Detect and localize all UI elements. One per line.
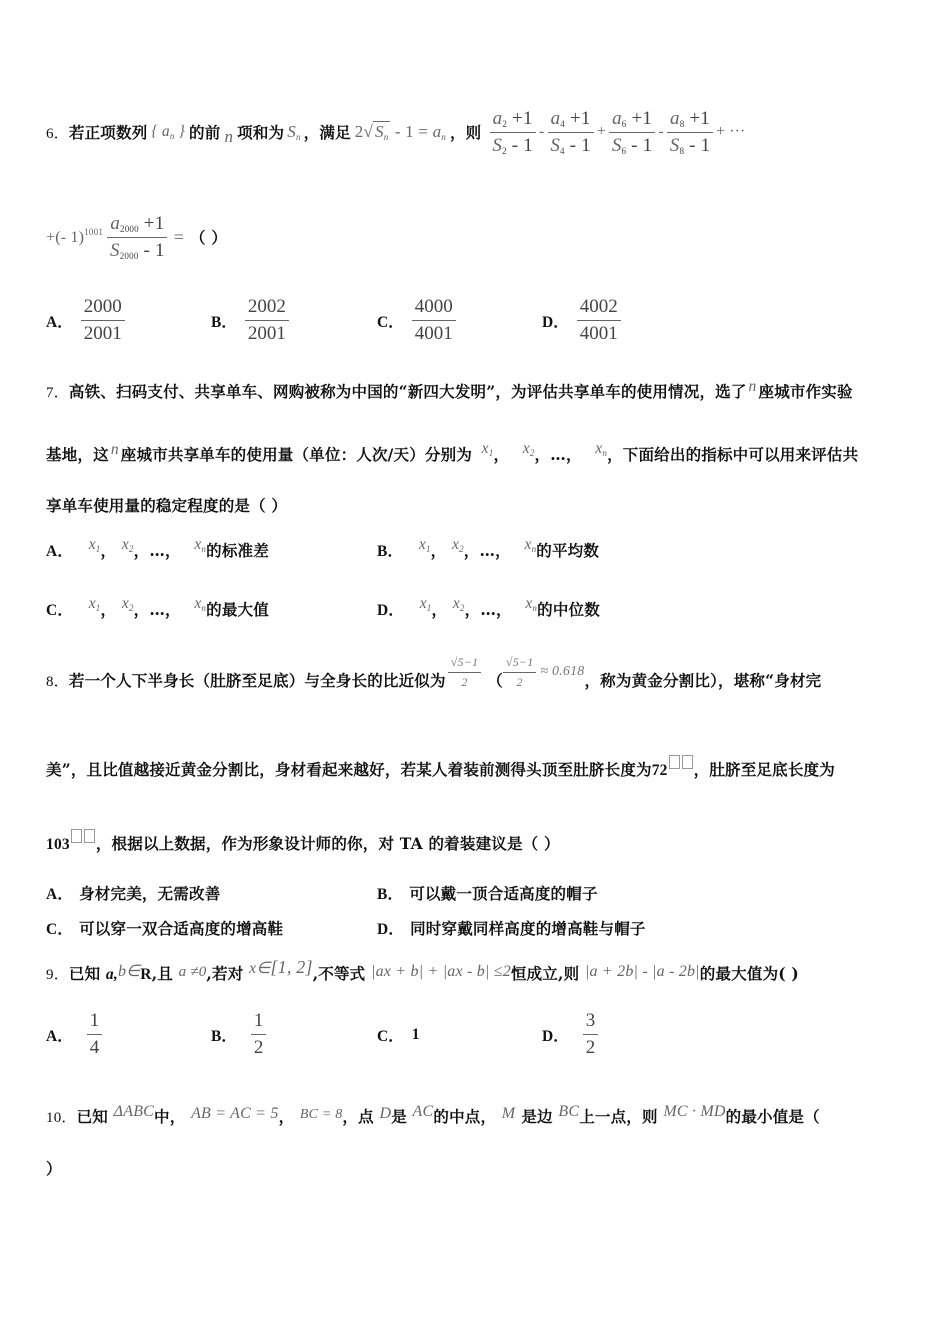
- var-a: a,: [105, 966, 118, 983]
- x1: [420, 595, 432, 612]
- denominator: 2: [516, 674, 523, 689]
- option-text: 可以穿一双合适高度的增高鞋: [79, 919, 284, 938]
- var: x: [452, 595, 460, 612]
- q9-line1: [46, 957, 799, 984]
- option-label: A．: [46, 543, 74, 560]
- sep: ，: [430, 541, 447, 560]
- q10-text: 是边: [521, 1107, 553, 1126]
- numerator: 2000: [81, 296, 125, 321]
- q8-line3: [46, 832, 560, 854]
- paren: （: [487, 671, 503, 690]
- option-label: D．: [377, 921, 405, 938]
- q6-option-b[interactable]: [211, 296, 289, 345]
- q8-text: 若一个人下半身长（肚脐至足底）与全身长的比近似为: [68, 671, 446, 690]
- last-term: $\frac{a_{2000} +1}{S_{2000} - 1}$: [107, 213, 168, 262]
- q6-option-a[interactable]: [46, 296, 125, 345]
- subscript: n: [441, 132, 446, 142]
- x2: [122, 595, 134, 612]
- option-fraction: [81, 296, 125, 345]
- option-label: D．: [377, 602, 405, 619]
- answer-paren: （ ）: [190, 228, 228, 247]
- q6-text: ，则: [449, 123, 482, 142]
- var: x: [418, 536, 426, 553]
- q7-line1: [46, 380, 853, 402]
- denominator: 2001: [247, 323, 286, 344]
- q9-text: 恒成立,则: [510, 964, 580, 983]
- denominator: 2: [461, 674, 468, 689]
- denominator: 2: [585, 1037, 596, 1058]
- var: x: [595, 440, 603, 457]
- var: x: [522, 440, 530, 457]
- q10-text: 的最小值是（: [725, 1107, 820, 1126]
- question-number: 9．: [46, 967, 69, 983]
- q8-text: 美”，且比值越接近黄金分割比，身材看起来越好，若某人着装前测得头顶至肚脐长度为: [46, 760, 652, 779]
- b-in: b∈: [117, 963, 141, 980]
- missing-glyph-icon: [84, 829, 95, 843]
- dot-product: MC · MD: [663, 1103, 726, 1120]
- q6-line2: [46, 212, 227, 262]
- ellipsis: …，: [479, 541, 511, 560]
- series-terms: [489, 108, 745, 157]
- option-label: C．: [46, 921, 74, 938]
- option-label: B．: [377, 886, 404, 903]
- subscript: n: [201, 544, 207, 554]
- option-fraction: [583, 1010, 599, 1059]
- set-R: R: [140, 966, 152, 983]
- subscript: 2: [459, 544, 464, 554]
- q8-text: ，肚脐至足底长度为: [693, 760, 835, 779]
- missing-glyph-icon: [669, 755, 680, 769]
- q9-option-c[interactable]: [377, 1010, 419, 1060]
- term-num: +1: [138, 212, 165, 234]
- q6-text: ，满足: [303, 123, 351, 142]
- q10-text: 是: [391, 1107, 407, 1126]
- term-den: - 1: [506, 134, 533, 156]
- q7-text: 基地，这: [46, 445, 109, 464]
- x1: [419, 536, 431, 553]
- q8-option-b[interactable]: [377, 882, 598, 904]
- term-den: - 1: [626, 134, 653, 156]
- term-den: - 1: [138, 239, 165, 261]
- x2: [453, 595, 465, 612]
- var: a: [432, 122, 442, 141]
- xn: [194, 595, 206, 612]
- sign-power: [46, 227, 103, 247]
- xn: [194, 536, 206, 553]
- q7-text: 高铁、扫码支付、共享单车、网购被称为中国的“新四大发明”，为评估共享单车的使用情况，选了: [68, 382, 747, 401]
- option-fraction: [251, 1010, 267, 1059]
- ellipsis: …，: [149, 541, 181, 560]
- sep: ，: [133, 541, 150, 560]
- var: x: [524, 536, 532, 553]
- ab-ac-length: AB = AC = 5: [191, 1105, 279, 1122]
- var: x: [121, 595, 129, 612]
- term-den: - 1: [564, 134, 591, 156]
- subscript: 2: [502, 145, 507, 156]
- value-103: 103: [46, 836, 70, 853]
- question-number: 8．: [46, 673, 69, 690]
- approx-value: ≈ 0.618: [540, 664, 585, 679]
- x-interval: [249, 957, 313, 977]
- subscript: 8: [679, 145, 685, 156]
- option-label: B．: [211, 1027, 237, 1045]
- option-text: 的平均数: [536, 541, 600, 560]
- prefix: +(- 1): [46, 229, 85, 246]
- exponent: 1001: [84, 227, 104, 237]
- q7-text: 座城市作实验: [758, 382, 853, 401]
- subscript: 6: [621, 145, 627, 156]
- option-text: 可以戴一顶合适高度的帽子: [409, 884, 598, 903]
- q8-line2: [46, 758, 835, 780]
- numerator: 1: [87, 1010, 103, 1035]
- var: x: [121, 536, 129, 553]
- sep: ，: [463, 541, 480, 560]
- numerator: √5−1: [448, 655, 481, 673]
- subscript: n: [531, 544, 537, 554]
- term-num: +1: [684, 107, 710, 129]
- q7-option-a[interactable]: [46, 536, 269, 561]
- term-num: +1: [626, 107, 653, 129]
- subscript: n: [383, 132, 389, 142]
- x2: [523, 440, 535, 457]
- q10-line2: [46, 1157, 62, 1179]
- subscript: 6: [621, 118, 627, 129]
- var: S: [375, 122, 384, 141]
- x1: [482, 440, 494, 457]
- q10-text: 已知: [76, 1107, 109, 1126]
- term-num: +1: [507, 107, 533, 129]
- xn: [524, 536, 536, 553]
- q10-text: 上一点，则: [579, 1107, 658, 1126]
- subscript: n: [532, 603, 538, 613]
- sep: ，: [133, 600, 150, 619]
- var: x: [194, 595, 202, 612]
- subscript: 1: [488, 448, 494, 458]
- option-fraction: [577, 296, 621, 345]
- denominator: 4: [89, 1037, 100, 1058]
- subscript: 1: [95, 544, 101, 554]
- q8-option-d[interactable]: [377, 917, 646, 939]
- option-label: B．: [211, 313, 237, 331]
- q9-text: 的最大值为( ): [699, 964, 799, 983]
- subscript: 2: [502, 118, 508, 129]
- denominator: 4001: [414, 323, 453, 344]
- segment-AC: AC: [412, 1103, 434, 1120]
- q7-text: 座城市共享单车的使用量（单位：人次/天）分别为: [120, 445, 473, 464]
- q9-text: ,不等式: [312, 964, 366, 983]
- q7-line2: [46, 440, 859, 465]
- q8-text: ，根据以上数据，作为形象设计师的你，对 TA 的着装建议是（ ）: [95, 834, 560, 853]
- series-term: $\frac{a_8 +1}{S_8 - 1}$: [667, 108, 714, 157]
- option-text: 的标准差: [206, 541, 269, 560]
- option-label: D．: [542, 1027, 569, 1045]
- q7-option-b[interactable]: [377, 536, 600, 561]
- ellipsis: …，: [149, 600, 181, 619]
- condition-formula: [355, 122, 446, 142]
- q6-text: 若正项数列: [68, 123, 148, 142]
- numerator: 1: [251, 1010, 267, 1035]
- xn: [525, 595, 537, 612]
- missing-glyph-icon: [682, 755, 693, 769]
- option-text: 的最大值: [206, 600, 269, 619]
- q9-option-a[interactable]: [46, 1010, 102, 1059]
- series-op: + ···: [716, 123, 746, 140]
- coef: 2: [354, 122, 364, 141]
- subscript: 4: [560, 145, 565, 156]
- subscript: n: [169, 131, 175, 141]
- option-label: A．: [46, 1027, 73, 1045]
- sep: ，: [100, 541, 117, 560]
- subscript: 2000: [120, 223, 139, 234]
- point-D: D: [379, 1105, 392, 1122]
- option-label: C．: [377, 1028, 404, 1045]
- subscript: 2: [128, 603, 134, 613]
- a-nonzero: a ≠0: [178, 964, 207, 980]
- ellipsis: …，: [550, 445, 582, 464]
- subscript: 1: [426, 603, 432, 613]
- x2: [452, 536, 464, 553]
- sep: ，: [278, 1107, 295, 1126]
- q7-option-c[interactable]: [46, 595, 269, 620]
- subscript: 4: [560, 118, 565, 129]
- numerator: √5−1: [503, 655, 536, 673]
- term-den: - 1: [684, 134, 711, 156]
- subscript: n: [602, 448, 608, 458]
- option-label: B．: [377, 543, 404, 560]
- option-text: 身材完美，无需改善: [79, 884, 221, 903]
- var-n: n: [110, 441, 119, 458]
- numerator: 2002: [245, 296, 289, 321]
- option-text: 同时穿戴同样高度的增高鞋与帽子: [410, 919, 646, 938]
- subscript: 2: [128, 544, 134, 554]
- var: S: [287, 122, 296, 141]
- x1: [89, 595, 101, 612]
- q6-option-c[interactable]: [377, 296, 456, 345]
- op: - 1 =: [394, 122, 433, 141]
- var-n: n: [748, 378, 757, 395]
- equals: =: [173, 226, 185, 247]
- question-number: 10．: [46, 1110, 77, 1126]
- q8-line1: [46, 652, 821, 708]
- inequality: |ax + b| + |ax - b| ≤2: [371, 963, 511, 980]
- var: x: [525, 595, 533, 612]
- sequence-notation: { $a_n$ }: [151, 123, 186, 141]
- var: x: [194, 536, 202, 553]
- numerator: 3: [583, 1010, 599, 1035]
- question-number: 6．: [46, 125, 69, 142]
- q9-text: ,且: [151, 964, 173, 983]
- var-n: n: [224, 127, 234, 146]
- series-op: +: [596, 123, 606, 140]
- q6-text: 的前: [189, 123, 221, 142]
- target-expression: |a + 2b| - |a - 2b|: [584, 963, 700, 980]
- option-label: A．: [46, 886, 74, 903]
- var: x: [451, 536, 460, 553]
- x1: [89, 536, 101, 553]
- q7-line3: [46, 494, 287, 516]
- option-label: C．: [377, 313, 404, 331]
- denominator: 4001: [579, 323, 618, 344]
- q10-text: ，点: [342, 1107, 374, 1126]
- option-label: D．: [542, 313, 569, 331]
- q9-text: 已知: [68, 964, 101, 983]
- q9-option-d[interactable]: [542, 1010, 598, 1059]
- q7-option-d[interactable]: [377, 595, 600, 620]
- xn: [595, 440, 607, 457]
- series-op: -: [658, 123, 664, 140]
- numerator: 4002: [577, 296, 621, 321]
- q6-text: 项和为: [237, 123, 285, 142]
- subscript: 8: [679, 118, 685, 129]
- point-M: M: [501, 1105, 516, 1122]
- series-term: $\frac{a_2 +1}{S_2 - 1}$: [489, 108, 536, 157]
- option-label: C．: [46, 602, 74, 619]
- option-fraction: [87, 1010, 103, 1059]
- sqrt-body: [373, 121, 390, 141]
- question-number: 7．: [46, 385, 69, 401]
- q10-text: 的中点，: [433, 1107, 497, 1126]
- option-fraction: [412, 296, 456, 345]
- q9-text: ,若对: [206, 964, 244, 983]
- var: x: [481, 440, 489, 457]
- sep: ，: [431, 600, 448, 619]
- sep: ，: [493, 445, 510, 464]
- subscript: n: [295, 132, 301, 142]
- series-term: $\frac{a_4 +1}{S_4 - 1}$: [547, 108, 594, 157]
- segment-BC: BC: [558, 1103, 580, 1120]
- q10-text: 中，: [154, 1107, 186, 1126]
- option-fraction: [245, 296, 289, 345]
- q8-option-a[interactable]: [46, 882, 220, 904]
- series-op: -: [538, 123, 545, 140]
- sep: ，: [534, 445, 551, 464]
- q7-text: ，下面给出的指标中可以用来评估共: [607, 445, 859, 464]
- term-num: +1: [565, 107, 591, 129]
- var: x: [88, 595, 96, 612]
- subscript: n: [201, 603, 207, 613]
- subscript: 2000: [119, 250, 139, 261]
- series-term: $\frac{a_6 +1}{S_6 - 1}$: [609, 108, 656, 157]
- option-text: 的中位数: [537, 600, 600, 619]
- x-in: x∈: [249, 960, 271, 977]
- denominator: 2001: [83, 323, 122, 344]
- value-72: 72: [651, 762, 668, 779]
- var: x: [419, 595, 427, 612]
- var: a: [161, 123, 170, 140]
- option-label: A．: [46, 313, 73, 331]
- golden-ratio-fraction: [448, 655, 481, 690]
- subscript: 1: [95, 603, 101, 613]
- bc-length: BC = 8: [299, 1107, 343, 1122]
- x2: [122, 536, 134, 553]
- interval: [1, 2]: [270, 957, 313, 977]
- golden-ratio-fraction: [503, 655, 536, 690]
- q10-text: ）: [46, 1159, 62, 1178]
- triangle: ΔABC: [113, 1103, 155, 1120]
- subscript: 1: [425, 544, 431, 554]
- ellipsis: …，: [480, 600, 512, 619]
- sep: ，: [464, 600, 481, 619]
- q6-line1: [46, 102, 745, 162]
- sqrt-sign: √: [363, 122, 374, 141]
- option-value: 1: [411, 1026, 420, 1043]
- q9-option-b[interactable]: [211, 1010, 266, 1059]
- denominator: 2: [253, 1037, 264, 1058]
- sum-S: [287, 122, 300, 142]
- subscript: 2: [529, 448, 535, 458]
- missing-glyph-icon: [71, 829, 82, 843]
- var: x: [88, 536, 96, 553]
- subscript: 2: [459, 603, 465, 613]
- sep: ，: [100, 600, 117, 619]
- q7-text: 享单车使用量的稳定程度的是（ ）: [46, 496, 288, 515]
- q10-line1: [46, 1105, 820, 1127]
- q6-option-d[interactable]: [542, 296, 621, 345]
- q8-option-c[interactable]: [46, 917, 283, 939]
- q8-text: ，称为黄金分割比），堪称“身材完: [584, 671, 822, 690]
- numerator: 4000: [412, 296, 456, 321]
